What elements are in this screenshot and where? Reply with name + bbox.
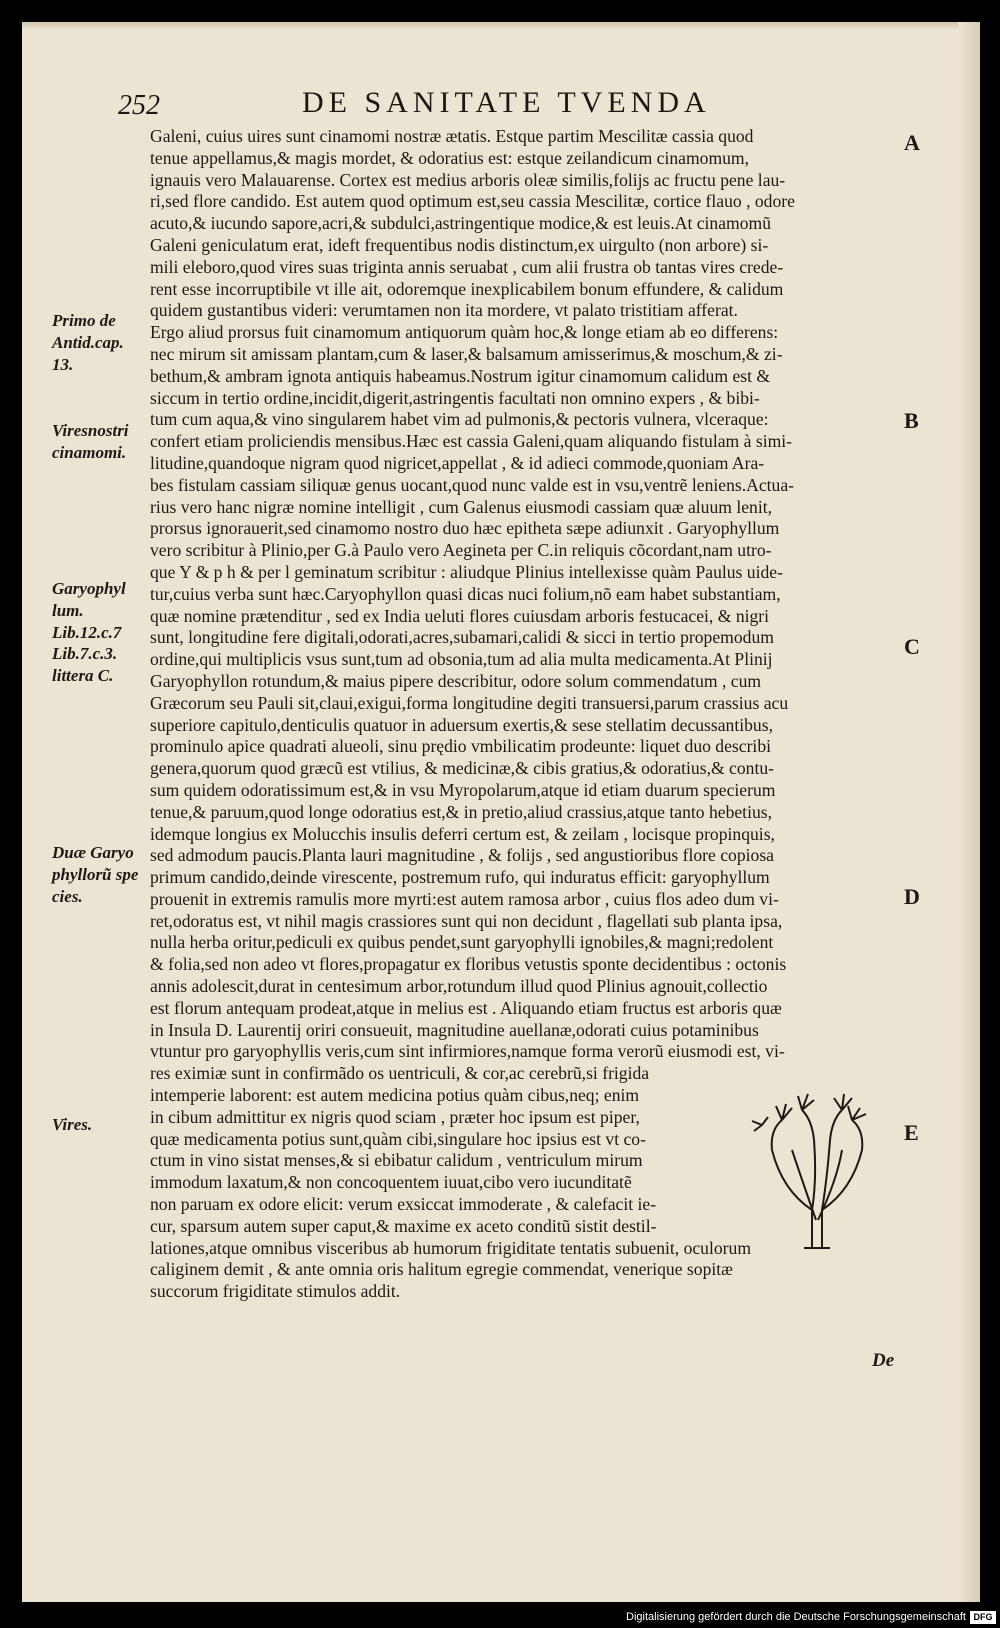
- marginal-note: Primo de Antid.cap. 13.: [52, 311, 124, 374]
- text-line: superiore capitulo,denticulis quatuor in aduersum exertis,& sese stellatim decussantibus,: [150, 714, 773, 735]
- text-line: Garyophyllon rotundum,& maius pipere describitur, odore solum commendatum , cum: [150, 670, 762, 691]
- text-line: prorsus ignorauerit,sed cinamomo nostro duo hæc epitheta sæpe adiunxit . Garyophyllum: [150, 518, 780, 539]
- text-line: Galeni, cuius uires sunt cinamomi nostræ ætatis. Estque partim Mescilitæ cassia quod: [150, 126, 754, 146]
- text-line: tur,cuius verba sunt hæc.Caryophyllon quasi dicas nuci folium,nõ eam habet substantiam,: [150, 583, 781, 604]
- text-line: quæ medicamenta potius sunt,quàm cibi,singulare hoc ipsius est vt co-: [150, 1128, 646, 1149]
- dfg-logo: DFG: [970, 1611, 996, 1624]
- page-top-edge: [22, 22, 980, 30]
- text-line: rius vero hanc nigræ nomine intelligit , cum Galenus eiusmodi cassiam quæ aluum lenit,: [150, 496, 773, 517]
- catchword: De: [872, 1350, 895, 1371]
- text-line: & folia,sed non adeo vt flores,propagatur ex floribus vetustis sponte decidentibus : octonis: [150, 954, 787, 975]
- text-line: lationes,atque omnibus visceribus ab humorum frigiditate tentatis subuenit, oculorum: [150, 1237, 752, 1258]
- footer-text: Digitalisierung gefördert durch die Deutsche Forschungsgemeinschaft: [626, 1611, 966, 1623]
- text-line: ri,sed flore candido. Est autem quod optimum est,seu cassia Mescilitæ, cortice flauo , odore: [150, 191, 795, 212]
- text-line: bes fistulam cassiam siliquæ genus uocant,quod nunc valde est in vsu,ventrẽ leniens.Actua-: [150, 474, 794, 495]
- section-letter: A: [904, 130, 920, 155]
- text-line: que Y & p h & per l geminatum scribitur : aliudque Plinius intellexisse quàm Paulus uide-: [150, 561, 783, 582]
- text-line: rent esse incorruptibile vt ille ait, odoremque inexplicabilem bonum effundere, & calidum: [150, 278, 784, 299]
- section-letter: E: [904, 1120, 919, 1145]
- digitization-footer: [0, 1608, 1000, 1628]
- text-line: in Insula D. Laurentij oriri consueuit, magnitudine auellanæ,odorati cuius potaminibus: [150, 1019, 759, 1040]
- text-line: vtuntur pro garyophyllis veris,cum sint infirmiores,namque forma verorũ eiusmodi est, vi-: [150, 1041, 785, 1062]
- text-line: immodum laxatum,& non concoquentem iuuat,cibo vero iucunditatẽ: [150, 1172, 632, 1193]
- text-line: Galeni geniculatum erat, ideft frequentibus nodis distinctum,ex uirgulto (non arbore) si-: [150, 234, 769, 255]
- text-line: prominulo apice quadrati alueoli, sinu prędio vmbilicatim prodeunte: liquet duo describi: [150, 736, 772, 757]
- text-line: ctum in vino sistat menses,& si ebibatur calidum , ventriculum mirum: [150, 1150, 643, 1171]
- text-line: Ergo aliud prorsus fuit cinamomum antiquorum quàm hoc,& longe etiam ab eo differens:: [150, 322, 779, 343]
- text-line: res eximiæ sunt in confirmãdo os uentriculi, & cor,ac cerebrũ,si frigida: [150, 1063, 650, 1084]
- text-line: Græcorum seu Pauli sit,claui,exigui,forma longitudine degiti transuersi,parum crassius acu: [150, 692, 789, 713]
- text-line: vero scribitur à Plinio,per G.à Paulo vero Aegineta per C.in reliquis cõcordant,nam utro-: [150, 540, 772, 561]
- text-line: nulla herba oritur,pediculi ex quibus pendet,sunt garyophylli ignobiles,& magni;redolent: [150, 932, 774, 953]
- text-line: confert etiam proliciendis mensibus.Hæc est cassia Galeni,quam aliquando fistulam à simi-: [150, 431, 793, 452]
- text-line: litudine,quandoque nigram quod nigricet,appellat , & id adieci commode,quoniam Ara-: [150, 452, 765, 473]
- text-line: bethum,& ambram ignota antiquis habeamus.Nostrum igitur cinamomum calidum est &: [150, 365, 771, 386]
- text-line: sum quidem odoratissimum est,& in vsu Myropolarum,atque id etiam duarum specierum: [150, 779, 776, 800]
- page-number: 252: [118, 90, 160, 121]
- text-line: nec mirum sit amissam plantam,cum & laser,& balsamum amisserimus,& moschum,& zi-: [150, 343, 783, 364]
- text-line: intemperie laborent: est autem medicina potius quàm cibus,neq; enim: [150, 1085, 640, 1106]
- text-line: sed admodum paucis.Planta lauri magnitudine , & folijs , sed angustioribus flore copiosa: [150, 845, 774, 866]
- text-line: succorum frigiditate stimulos addit.: [150, 1281, 401, 1302]
- text-line: tenue appellamus,& magis mordet, & odoratius est: estque zeilandicum cinamomum,: [150, 147, 750, 168]
- text-line: cur, sparsum autem super caput,& maxime ex aceto conditũ sistit destil-: [150, 1215, 657, 1236]
- marginal-note: Vires.: [52, 1115, 93, 1134]
- section-letter: C: [904, 634, 920, 659]
- text-line: mili eleboro,quod vires suas triginta annis seruabat , cum alii frustra ob tantas vires crede-: [150, 256, 784, 277]
- marginal-note: Garyophyl lum. Lib.12.c.7 Lib.7.c.3. littera C.: [52, 579, 126, 686]
- text-line: quæ nomine prætenditur , sed ex India ueluti flores cuiusdam arboris festucacei, & nigri: [150, 605, 770, 626]
- text-line: prouenit in extremis ramulis more myrti:est autem ramosa arbor , cuius flos adeo dum vi-: [150, 888, 779, 909]
- text-line: siccum in tertio ordine,incidit,digerit,astringentis facultati non omnino expers , & bibi-: [150, 387, 760, 408]
- text-line: tenue,& paruum,quod longe odoratius est,& in pretio,aliud crassius,atque tanto hebetius,: [150, 801, 773, 822]
- marginal-note: Viresnostri cinamomi.: [52, 421, 129, 462]
- section-letter: B: [904, 408, 919, 433]
- text-line: quidem gustantibus videri: verumtamen non ita mordere, vt palato tristitiam afferat.: [150, 300, 738, 321]
- clove-illustration: [742, 1080, 892, 1250]
- text-line: ret,odoratus est, vt nihil magis crassiores sunt qui non decidunt , flagellati sub planta ipsa,: [150, 910, 783, 931]
- running-head: DE SANITATE TVENDA: [302, 86, 711, 119]
- text-line: ignauis vero Malauarense. Cortex est medius arboris oleæ similis,folijs ac fructu pene lau-: [150, 169, 786, 190]
- text-line: in cibum admittitur ex nigris quod sciam , præter hoc ipsum est piper,: [150, 1106, 640, 1127]
- page-right-edge: [958, 22, 980, 1602]
- section-letter: D: [904, 884, 920, 909]
- text-line: est florum antequam prodeat,atque in melius est . Aliquando etiam fructus est arboris quæ: [150, 997, 782, 1018]
- text-line: primum candido,deinde virescente, postremum rufo, qui induratus efficit: garyophyllum: [150, 867, 770, 888]
- text-line: non paruam ex odore elicit: verum exsiccat immoderate , & calefacit ie-: [150, 1194, 657, 1215]
- text-line: caliginem demit , & ante omnia oris halitum egregie commendat, venerique sopitæ: [150, 1259, 733, 1280]
- text-line: acuto,& iucundo sapore,acri,& subdulci,astringentique modice,& est leuis.At cinamomũ: [150, 213, 772, 234]
- text-line: sunt, longitudine fere digitali,odorati,acres,subamari,calidi & sicci in tertio propemodum: [150, 627, 774, 648]
- text-line: idemque longius ex Molucchis insulis deferri certum est, & zeilam , locisque propinquis,: [150, 823, 775, 844]
- text-line: ordine,qui multiplicis vsus sunt,tum ad obsonia,tum ad alia multa medicamenta.At Plinij: [150, 649, 773, 670]
- marginal-note: Duæ Garyo phyllorũ spe cies.: [52, 843, 139, 906]
- text-line: genera,quorum quod græcũ est vtilius, & medicinæ,& cibis gratius,& odoratius,& contu-: [150, 758, 774, 779]
- text-line: annis adolescit,durat in centesimum arbor,rotundum illud quod Plinius agnouit,collectio: [150, 976, 768, 997]
- text-line: tum cum aqua,& vino singularem habet vim ad pulmonis,& pectoris vulnera, vlceraque:: [150, 409, 769, 430]
- book-page: [22, 22, 980, 1602]
